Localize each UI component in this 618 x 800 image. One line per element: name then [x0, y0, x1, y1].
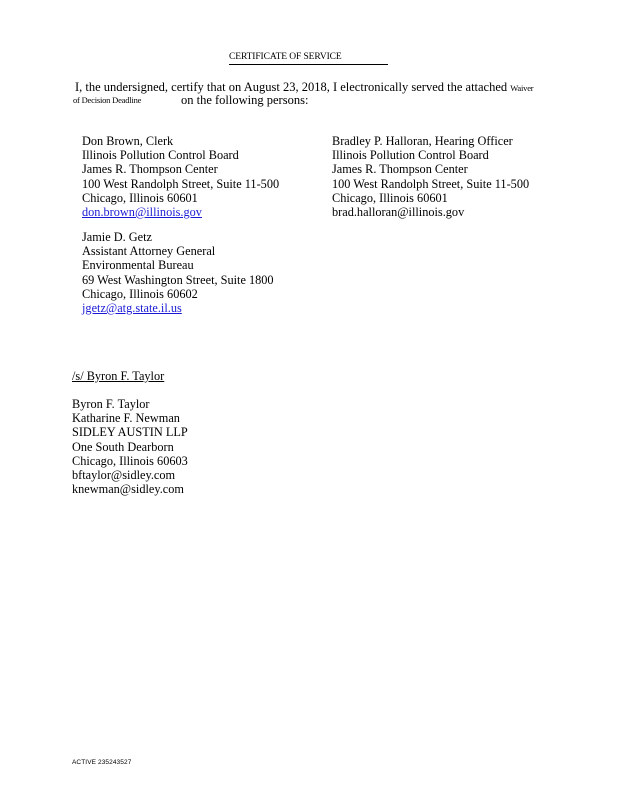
recipient-email: brad.halloran@illinois.gov	[332, 205, 465, 220]
firm-name: SIDLEY AUSTIN LLP	[72, 425, 188, 440]
cosigner-name: Katharine F. Newman	[72, 411, 180, 426]
recipient-city: Chicago, Illinois 60602	[82, 286, 198, 301]
recipient-email-link[interactable]: don.brown@illinois.gov	[82, 205, 202, 220]
recipient-bureau: Environmental Bureau	[82, 258, 194, 273]
recipient-block-clerk	[82, 134, 279, 219]
recipient-building: James R. Thompson Center	[82, 162, 218, 177]
document-name-part-1: Waiver	[510, 83, 534, 93]
recipient-building: James R. Thompson Center	[332, 162, 468, 177]
recipient-block-hearing-officer	[332, 134, 529, 219]
signer-email: bftaylor@sidley.com	[72, 468, 176, 483]
recipient-street: 100 West Randolph Street, Suite 11-500	[82, 176, 280, 191]
recipient-name: Don Brown, Clerk	[82, 134, 174, 148]
firm-street: One South Dearborn	[72, 439, 174, 454]
electronic-signature: /s/ Byron F. Taylor	[72, 369, 165, 383]
recipient-name: Jamie D. Getz	[82, 230, 152, 244]
recipient-city: Chicago, Illinois 60601	[82, 190, 198, 205]
recipient-street: 100 West Randolph Street, Suite 11-500	[332, 176, 530, 191]
recipient-block-attorney-general	[82, 230, 274, 315]
intro-paragraph-line-2: on the following persons:	[181, 93, 309, 107]
recipient-org: Illinois Pollution Control Board	[332, 148, 489, 163]
cosigner-email: knewman@sidley.com	[72, 482, 184, 497]
recipient-org: Illinois Pollution Control Board	[82, 148, 239, 163]
document-title: CERTIFICATE OF SERVICE	[229, 52, 342, 62]
recipient-name: Bradley P. Halloran, Hearing Officer	[332, 134, 513, 148]
footer-doc-id: ACTIVE 235243527	[72, 759, 132, 766]
signature-block	[72, 397, 188, 496]
recipient-city: Chicago, Illinois 60601	[332, 190, 448, 205]
signer-name: Byron F. Taylor	[72, 397, 150, 411]
recipient-title: Assistant Attorney General	[82, 244, 216, 259]
intro-text: I, the undersigned, certify that on August 23, 2018, I electronically served the attached	[75, 80, 511, 94]
recipient-street: 69 West Washington Street, Suite 1800	[82, 272, 274, 287]
document-name-part-2: of Decision Deadline	[73, 95, 142, 105]
firm-city: Chicago, Illinois 60603	[72, 453, 188, 468]
recipient-email-link[interactable]: jgetz@atg.state.il.us	[82, 301, 182, 316]
title-underline	[229, 64, 388, 65]
